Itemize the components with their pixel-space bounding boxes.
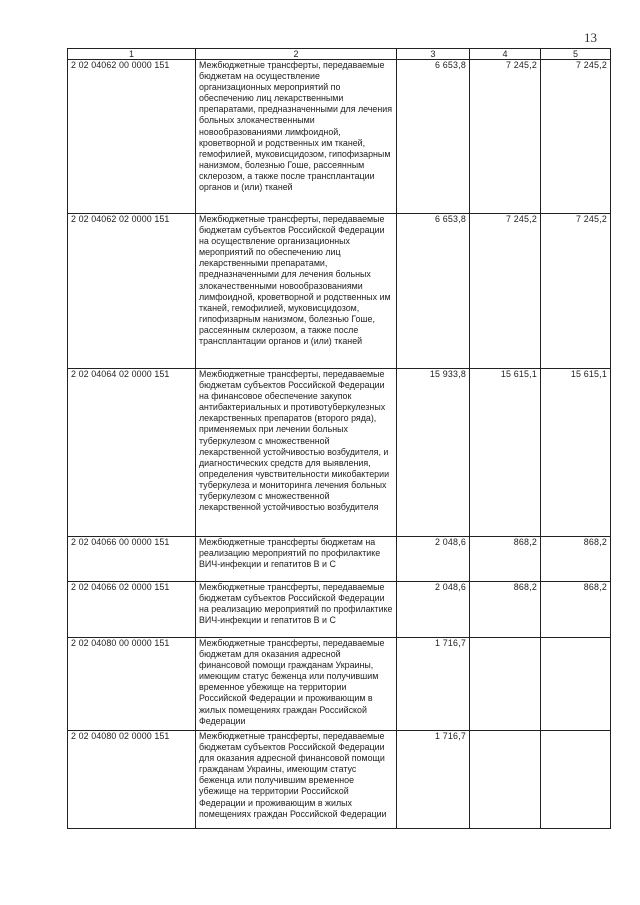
row-code: 2 02 04080 02 0000 151: [68, 731, 196, 829]
row-value-col3: 2 048,6: [397, 582, 470, 638]
table-row: [68, 60, 611, 214]
header-col-2: 2: [196, 49, 397, 60]
row-value-col4: 15 615,1: [470, 369, 541, 537]
row-value-col3: 6 653,8: [397, 60, 470, 214]
table-row: [68, 537, 611, 582]
row-value-col5: [541, 638, 611, 731]
row-value-col5: 868,2: [541, 582, 611, 638]
row-value-col4: 868,2: [470, 537, 541, 582]
row-value-col5: 15 615,1: [541, 369, 611, 537]
row-value-col4: 7 245,2: [470, 214, 541, 369]
row-value-col5: 7 245,2: [541, 60, 611, 214]
header-row: [68, 49, 611, 60]
row-value-col4: [470, 731, 541, 829]
row-value-col3: 2 048,6: [397, 537, 470, 582]
row-value-col3: 1 716,7: [397, 731, 470, 829]
row-value-col3: 1 716,7: [397, 638, 470, 731]
table-row: [68, 369, 611, 537]
header-col-3: 3: [397, 49, 470, 60]
row-value-col4: [470, 638, 541, 731]
row-name: Межбюджетные трансферты, передаваемые бюджетам субъектов Российской Федерации на реализацию мероприятий по профилактике ВИЧ-инфекции и гепатитов В и С: [196, 582, 397, 638]
row-code: 2 02 04064 02 0000 151: [68, 369, 196, 537]
row-value-col3: 15 933,8: [397, 369, 470, 537]
table-row: [68, 731, 611, 829]
row-code: 2 02 04066 02 0000 151: [68, 582, 196, 638]
budget-table: [67, 48, 611, 829]
row-code: 2 02 04080 00 0000 151: [68, 638, 196, 731]
row-value-col5: 7 245,2: [541, 214, 611, 369]
row-name: Межбюджетные трансферты, передаваемые бюджетам на осуществление организационных мероприятий по обеспечению лиц лекарственными препаратами, предназначенными для лечения больных злокачественными новообразованиями лимфоидной, кроветворной и родственных им тканей, гемофилией, муковисцидозом, гипофизарным нанизмом, болезнью Гоше, рассеянным склерозом, а также после трансплантации органов и (или) тканей: [196, 60, 397, 214]
row-value-col5: 868,2: [541, 537, 611, 582]
header-col-5: 5: [541, 49, 611, 60]
row-name: Межбюджетные трансферты, передаваемые бюджетам субъектов Российской Федерации для оказания адресной финансовой помощи гражданам Украины, имеющим статус беженца или получившим временное убежище на территории Российской Федерации и проживающим в жилых помещениях граждан Российской Федерации: [196, 731, 397, 829]
row-value-col4: 7 245,2: [470, 60, 541, 214]
row-name: Межбюджетные трансферты, передаваемые бюджетам субъектов Российской Федерации на осуществление организационных мероприятий по обеспечению лиц лекарственными препаратами, предназначенными для лечения больных злокачественными новообразованиями лимфоидной, кроветворной и родственных им тканей, гемофилией, муковисцидозом, гипофизарным нанизмом, болезнью Гоше, рассеянным склерозом, а также после трансплантации органов и (или) тканей: [196, 214, 397, 369]
page-number: 13: [584, 30, 597, 45]
row-value-col4: 868,2: [470, 582, 541, 638]
header-col-1: 1: [68, 49, 196, 60]
table-row: [68, 214, 611, 369]
row-code: 2 02 04066 00 0000 151: [68, 537, 196, 582]
row-name: Межбюджетные трансферты, передаваемые бюджетам субъектов Российской Федерации на финансовое обеспечение закупок антибактериальных и противотуберкулезных лекарственных препаратов (второго ряда), применяемых при лечении больных туберкулезом с множественной лекарственной устойчивостью возбудителя, и диагностических средств для выявления, определения чувствительности микобактерии туберкулеза и мониторинга лечения больных туберкулезом с множественной лекарственной устойчивостью возбудителя: [196, 369, 397, 537]
row-code: 2 02 04062 00 0000 151: [68, 60, 196, 214]
row-name: Межбюджетные трансферты бюджетам на реализацию мероприятий по профилактике ВИЧ-инфекции и гепатитов В и С: [196, 537, 397, 582]
header-col-4: 4: [470, 49, 541, 60]
row-value-col5: [541, 731, 611, 829]
table-row: [68, 638, 611, 731]
row-name: Межбюджетные трансферты, передаваемые бюджетам для оказания адресной финансовой помощи гражданам Украины, имеющим статус беженца или получившим временное убежище на территории Российской Федерации и проживающим в жилых помещениях граждан Российской Федерации: [196, 638, 397, 731]
row-code: 2 02 04062 02 0000 151: [68, 214, 196, 369]
row-value-col3: 6 653,8: [397, 214, 470, 369]
table-row: [68, 582, 611, 638]
